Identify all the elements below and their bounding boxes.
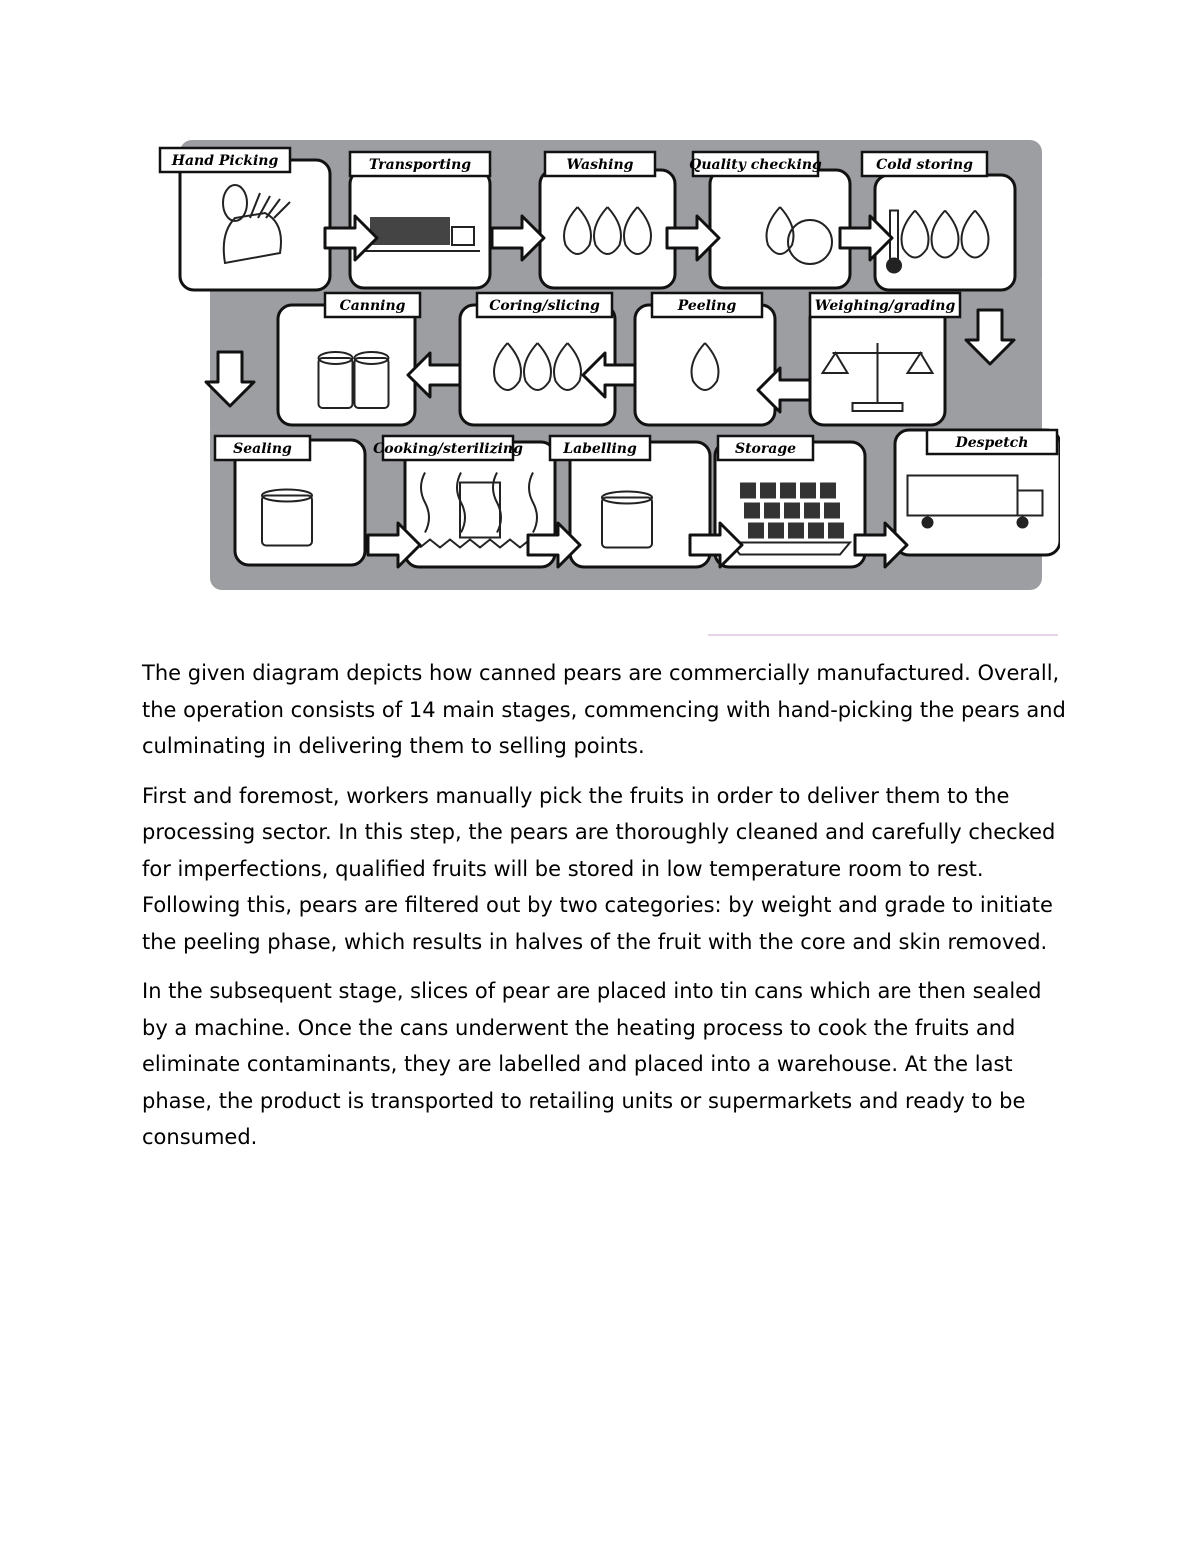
essay: [142, 655, 1072, 1169]
essay-paragraph-intro: The given diagram depicts how canned pears are commercially manufactured. Overall, the operation consists of 14 main stages, commencing with hand-picking the pears and culminating in delivering them to selling points.: [142, 661, 1066, 758]
canned-pears-process-diagram: [140, 130, 1060, 640]
stage-label: Washing: [566, 157, 634, 173]
stage-canning: [278, 293, 420, 425]
stage-label: Storage: [734, 441, 797, 457]
stage-label: Quality checking: [689, 157, 822, 173]
stage-despetch: [895, 430, 1060, 555]
stage-label: Weighing/grading: [814, 298, 956, 314]
stage-sealing: [215, 436, 365, 565]
stage-label: Cooking/sterilizing: [373, 441, 523, 457]
stage-coring-slicing: [460, 293, 615, 425]
stage-label: Coring/slicing: [489, 298, 600, 314]
stage-label: Labelling: [563, 441, 637, 457]
stage-label: Hand Picking: [171, 153, 279, 169]
stage-label: Transporting: [368, 157, 472, 173]
stage-label: Despetch: [955, 435, 1029, 451]
stage-peeling: [635, 293, 775, 425]
stage-transporting: [350, 152, 490, 288]
stage-label: Sealing: [233, 441, 292, 457]
essay-paragraph-body-1: First and foremost, workers manually pick the fruits in order to deliver them to the processing sector. In this step, the pears are thoroughly cleaned and carefully checked for imperfections, qualified fruits will be stored in low temperature room to rest. Following this, pears are filtered out by two categories: by weight and grade to initiate the peeling phase, which results in halves of the fruit with the core and skin removed.: [142, 783, 1056, 954]
stage-label: Canning: [339, 298, 406, 314]
stage-quality-checking: [689, 152, 850, 288]
essay-paragraph-body-2: In the subsequent stage, slices of pear are placed into tin cans which are then sealed by a machine. Once the cans underwent the heating process to cook the fruits and eliminate contaminants, they are labelled and placed into a warehouse. At the last phase, the product is transported to retailing units or supermarkets and ready to be consumed.: [142, 979, 1042, 1149]
stage-hand-picking: [160, 148, 330, 290]
stage-label: Peeling: [677, 298, 737, 314]
stage-washing: [540, 152, 675, 288]
stage-weighing-grading: [810, 293, 960, 425]
stage-label: Cold storing: [876, 157, 973, 173]
